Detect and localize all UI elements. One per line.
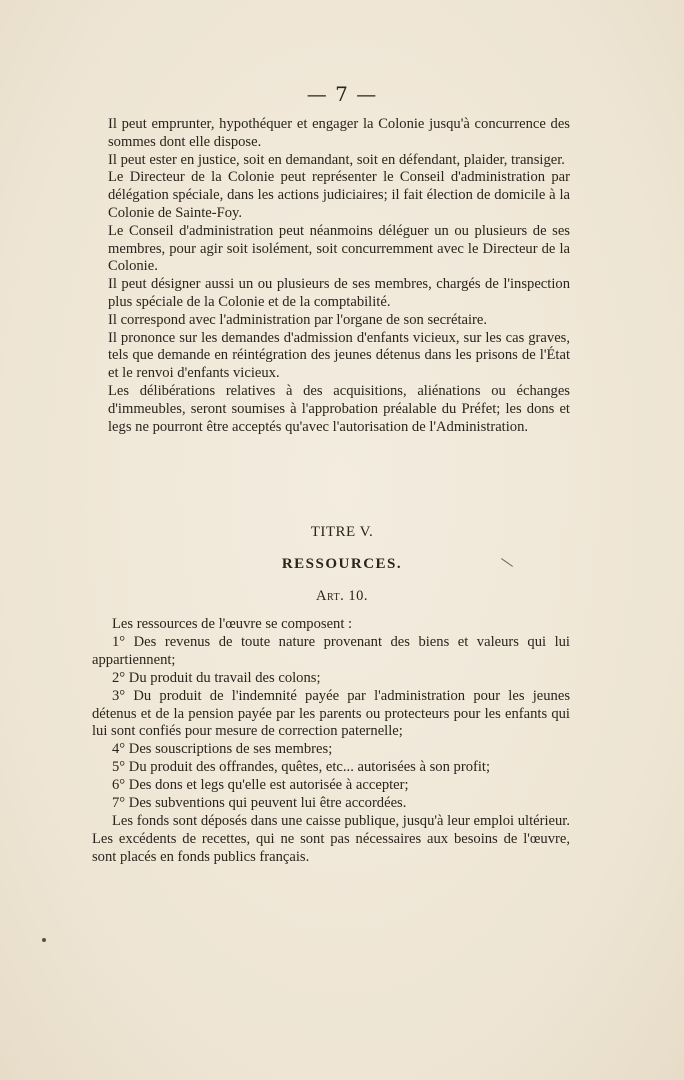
paragraph: Il peut ester en justice, soit en demandant, soit en défendant, plaider, transiger. bbox=[108, 151, 565, 168]
list-item: 7° Des subventions qui peuvent lui être accordées. bbox=[112, 795, 407, 812]
list-item: 1° Des revenus de toute nature provenant des biens et valeurs qui lui appartiennent; bbox=[92, 633, 570, 668]
article-number: Art. 10. bbox=[315, 588, 369, 604]
list-item: 5° Du produit des offrandes, quêtes, etc... autorisées à son profit; bbox=[112, 759, 491, 776]
paragraph: Les ressources de l'œuvre se composent : bbox=[112, 616, 353, 632]
list-item: 4° Des souscriptions de ses membres; bbox=[112, 741, 333, 758]
list-item: 6° Des dons et legs qu'elle est autorisée à accepter; bbox=[112, 777, 409, 794]
paragraph: Les délibérations relatives à des acquisitions, aliénations ou échanges d'immeubles, seront soumises à l'approbation préalable du Préfet; les dons et legs ne pourront être acceptés qu'avec l'autorisation de l'Administration. bbox=[108, 382, 570, 435]
section-title: TITRE V. bbox=[310, 524, 374, 540]
paragraph: Les fonds sont déposés dans une caisse publique, jusqu'à leur emploi ultérieur. Les excédents de recettes, qui ne sont pas nécessaires aux besoins de l'œuvre, sont placés en fonds publics français. bbox=[92, 812, 570, 865]
body-section-2 bbox=[92, 616, 570, 867]
ink-dot bbox=[42, 938, 46, 942]
paragraph: Il peut emprunter, hypothéquer et engager la Colonie jusqu'à concurrence des sommes dont elle dispose. bbox=[108, 116, 570, 150]
paragraph: Il prononce sur les demandes d'admission d'enfants vicieux, sur les cas graves, tels que demande en réintégration des jeunes détenus dans les prisons de l'État et le renvoi d'enfants vicieux. bbox=[108, 329, 570, 382]
list-item: 3° Du produit de l'indemnité payée par l'administration pour les jeunes détenus et de la pension payée par les parents ou protecteurs pour les enfants qui lui sont confiés pour mesure de correction paternelle; bbox=[92, 687, 570, 740]
page-number: — 7 — bbox=[306, 82, 378, 106]
paragraph: Il correspond avec l'administration par l'organe de son secrétaire. bbox=[108, 311, 488, 328]
paragraph: Il peut désigner aussi un ou plusieurs de ses membres, chargés de l'inspection plus spéciale de la Colonie et de la comptabilité. bbox=[108, 276, 570, 310]
section-heading: RESSOURCES. bbox=[281, 556, 403, 572]
paragraph: Le Conseil d'administration peut néanmoins déléguer un ou plusieurs de ses membres, pour agir soit isolément, soit concurremment avec le Directeur de la Colonie. bbox=[108, 222, 570, 275]
list-item: 2° Du produit du travail des colons; bbox=[112, 669, 321, 686]
body-section-1 bbox=[108, 116, 570, 436]
paragraph: Le Directeur de la Colonie peut représenter le Conseil d'administration par délégation spéciale, dans les actions judiciaires; il fait élection de domicile à la Colonie de Sainte-Foy. bbox=[108, 169, 570, 221]
